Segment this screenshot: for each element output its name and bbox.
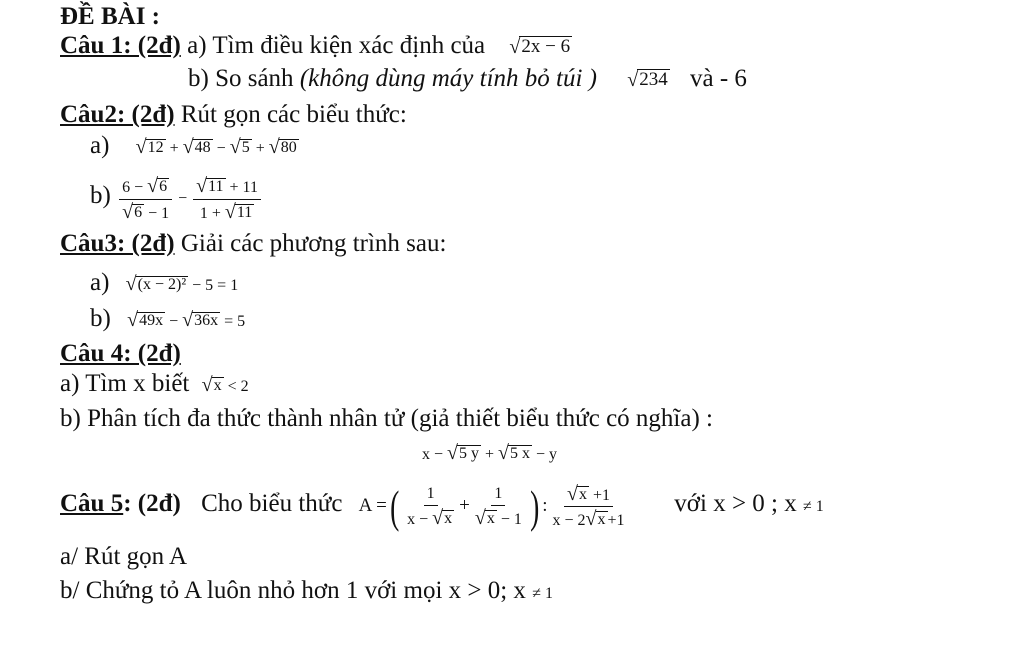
q2-title-line (60, 100, 407, 130)
q5-formula: A =( 1 x − √ x + 1 √ x − 1 ) : √ x +1 x − 2 √ x +1 (358, 480, 625, 532)
q5-b-text: b/ Chứng tỏ A luôn nhỏ hơn 1 với mọi x > 0; x (60, 577, 526, 604)
q5-text: Cho biểu thức (201, 490, 343, 517)
q3-a-line (90, 268, 238, 301)
q5-neq: ≠ 1 (803, 498, 824, 515)
q4-b-expr: x − √ 5 y + √ 5 x − y (422, 442, 558, 464)
q1-a-text: a) Tìm điều kiện xác định của (187, 32, 486, 59)
q3-b-line (90, 304, 245, 337)
q2-title: Rút gọn các biểu thức: (180, 101, 407, 128)
q2-a-expr: √ 12 + √ 48 − √ 5 + √ 80 (135, 136, 297, 158)
q3-label: Câu3: (2đ) (60, 230, 175, 257)
q1-b-italic: (không dùng máy tính bỏ túi ) (299, 65, 597, 92)
q5-b-neq: ≠ 1 (532, 585, 553, 602)
header: ĐỀ BÀI : (60, 3, 161, 30)
q3-title: Giải các phương trình sau: (180, 230, 447, 257)
q2-a-label: a) (90, 132, 110, 159)
q2-b-line (90, 166, 263, 229)
q5-a-line (60, 542, 187, 572)
q5-condition: với x > 0 ; x (674, 490, 797, 517)
q3-a-label: a) (90, 269, 110, 296)
q1-a-line (60, 31, 572, 61)
q4-a-line (60, 369, 249, 402)
q4-a-expr: √ x < 2 (201, 374, 249, 396)
q1-b-line (188, 64, 747, 94)
q1-b-tail: và - 6 (689, 65, 747, 92)
q4-a-text: a) Tìm x biết (60, 370, 190, 397)
q2-label: Câu2: (2đ) (60, 101, 175, 128)
q1-b-radical: √ 234 (627, 69, 668, 91)
q4-b-text: b) Phân tích đa thức thành nhân tử (giả thiết biểu thức có nghĩa) : (60, 405, 713, 432)
q3-b-expr: √ 49x − √ 36x = 5 (127, 309, 246, 331)
q1-b-text: b) So sánh (188, 65, 294, 92)
q5-label: Câu 5 (60, 490, 124, 517)
q4-b-line (60, 404, 713, 434)
q3-b-label: b) (90, 305, 111, 332)
q5-b-line (60, 576, 553, 609)
q2-b-label: b) (90, 182, 111, 209)
q5-points: : (2đ) (123, 490, 181, 517)
q3-title-line (60, 229, 446, 259)
q5-a-text: a/ Rút gọn A (60, 543, 188, 570)
q4-label: Câu 4: (2đ) (60, 340, 181, 367)
q1-label: Câu 1: (2đ) (60, 32, 181, 59)
q2-b-expr: 6 − √ 6 √ 6 − 1 − √ 11 + 11 1 + √ 11 (117, 190, 263, 207)
q3-a-expr: √ (x − 2)² − 5 = 1 (125, 273, 239, 295)
q5-line (60, 474, 824, 537)
q1-a-radical: √ 2x − 6 (509, 36, 571, 58)
q2-a-line (90, 131, 299, 164)
